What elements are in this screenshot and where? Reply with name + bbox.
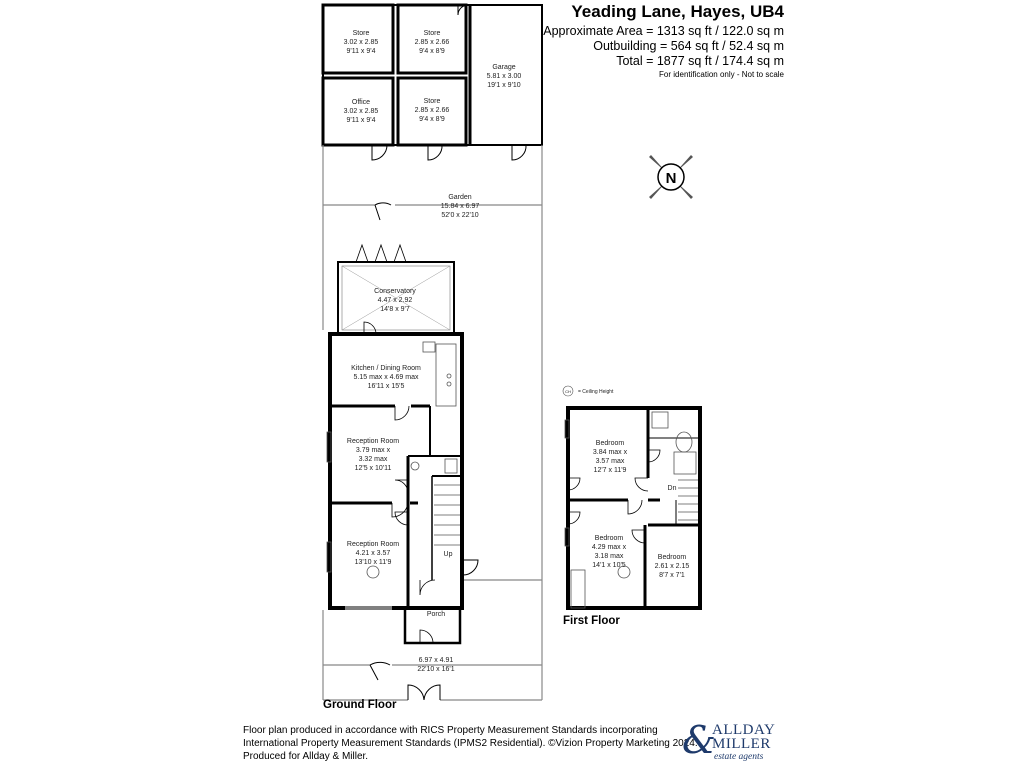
outbuilding-area: Outbuilding = 564 sq ft / 52.4 sq m — [593, 39, 784, 53]
logo-line-2: MILLER — [712, 736, 771, 752]
allday-miller-logo — [682, 718, 792, 764]
kitchen-metric: 5.15 max x 4.69 max — [353, 374, 419, 381]
porch-name: Porch — [426, 611, 446, 618]
bedroom-3-name: Bedroom — [657, 554, 687, 561]
bedroom-3-metric: 2.61 x 2.15 — [654, 563, 690, 570]
conservatory-imperial: 14'8 x 9'7 — [380, 306, 410, 313]
garden-metric: 15.84 x 6.97 — [440, 203, 480, 210]
office-name: Office — [351, 99, 371, 106]
total-area: Total = 1877 sq ft / 174.4 sq m — [616, 54, 784, 68]
compass-label: N — [665, 170, 677, 187]
reception-2-name: Reception Room — [346, 541, 400, 548]
bedroom-2-imperial: 14'1 x 10'5 — [592, 562, 626, 569]
reception-2-imperial: 13'10 x 11'9 — [354, 559, 392, 566]
reception-1-name: Reception Room — [346, 438, 400, 445]
garden-imperial: 52'0 x 22'10 — [441, 212, 479, 219]
conservatory-name: Conservatory — [374, 288, 416, 295]
bedroom-3-imperial: 8'7 x 7'1 — [659, 572, 685, 579]
kitchen-name: Kitchen / Dining Room — [351, 365, 421, 372]
office-metric: 3.02 x 2.85 — [343, 108, 379, 115]
conservatory-metric: 4.47 x 2.92 — [377, 297, 413, 304]
approx-area: Approximate Area = 1313 sq ft / 122.0 sq m — [543, 24, 784, 38]
logo-ampersand: & — [682, 718, 716, 762]
store-c-metric: 2.85 x 2.66 — [414, 107, 450, 114]
store-c-imperial: 9'4 x 8'9 — [419, 116, 445, 123]
bedroom-1-name: Bedroom — [595, 440, 625, 447]
stairs-dn-label: Dn — [667, 485, 677, 492]
logo-line-3: estate agents — [714, 752, 764, 762]
garage-name: Garage — [492, 64, 516, 71]
bedroom-2-metric-1: 4.29 max x — [591, 544, 627, 551]
store-a-imperial: 9'11 x 9'4 — [346, 48, 376, 55]
ground-floor-label: Ground Floor — [323, 699, 397, 711]
bedroom-1-imperial: 12'7 x 11'9 — [593, 467, 627, 474]
office-imperial: 9'11 x 9'4 — [346, 117, 376, 124]
ceiling-height-text: = Ceiling Height — [578, 389, 614, 395]
store-a-metric: 3.02 x 2.85 — [343, 39, 379, 46]
stairs-up-label: Up — [443, 551, 453, 558]
room-labels — [344, 30, 690, 673]
kitchen-imperial: 16'11 x 15'5 — [367, 383, 405, 390]
reception-2-metric: 4.21 x 3.57 — [355, 550, 391, 557]
footer-credits — [243, 724, 698, 763]
store-a-name: Store — [352, 30, 370, 37]
reception-1-metric-1: 3.79 max x — [355, 447, 391, 454]
bedroom-2-metric-2: 3.18 max — [594, 553, 624, 560]
footer-line-3: Produced for Allday & Miller. — [243, 751, 369, 762]
windows — [345, 607, 392, 609]
logo-line-1: ALLDAY — [712, 722, 776, 738]
ceiling-height-symbol: CH — [565, 389, 571, 394]
bedroom-2-name: Bedroom — [594, 535, 624, 542]
garage-imperial: 19'1 x 9'10 — [487, 82, 521, 89]
garage-metric: 5.81 x 3.00 — [486, 73, 522, 80]
store-c-name: Store — [423, 98, 441, 105]
store-b-imperial: 9'4 x 8'9 — [419, 48, 445, 55]
bedroom-1-metric-2: 3.57 max — [595, 458, 625, 465]
footer-line-1: Floor plan produced in accordance with RICS Property Measurement Standards incorporating — [243, 725, 658, 736]
store-b-name: Store — [423, 30, 441, 37]
store-b-metric: 2.85 x 2.66 — [414, 39, 450, 46]
garden-name: Garden — [448, 194, 472, 201]
footer-line-2: International Property Measurement Standards (IPMS2 Residential). ©Vizion Property Marketing 2024. — [243, 738, 698, 749]
first-floor-label: First Floor — [563, 615, 620, 627]
reception-1-metric-2: 3.32 max — [358, 456, 388, 463]
property-title: Yeading Lane, Hayes, UB4 — [571, 2, 784, 21]
reception-1-imperial: 12'5 x 10'11 — [354, 465, 392, 472]
disclaimer: For identification only - Not to scale — [659, 70, 784, 79]
bedroom-1-metric-1: 3.84 max x — [592, 449, 628, 456]
front-garden-metric: 6.97 x 4.91 — [418, 657, 454, 664]
front-garden-imperial: 22'10 x 16'1 — [417, 666, 455, 673]
